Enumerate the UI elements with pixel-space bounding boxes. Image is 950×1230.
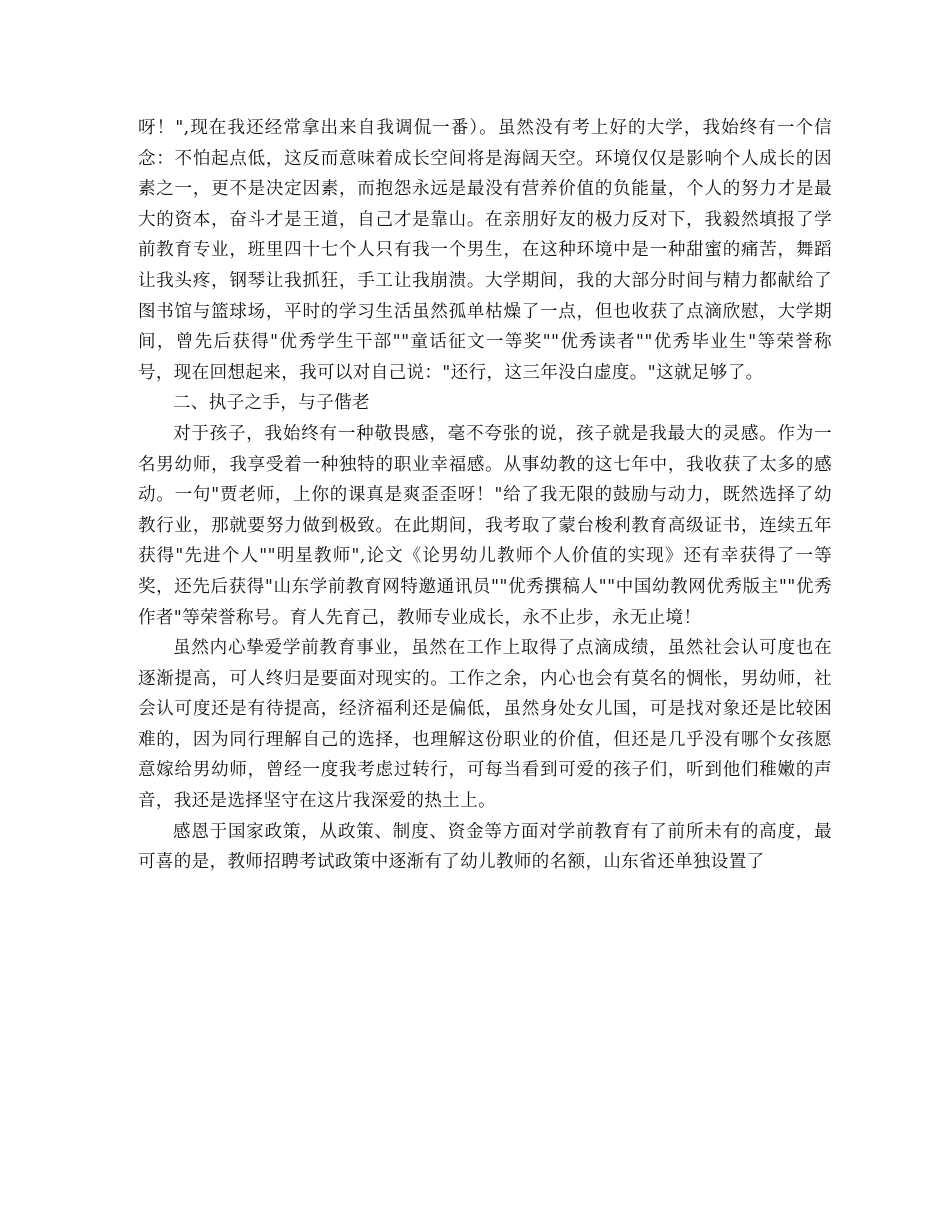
- paragraph-reality: 虽然内心挚爱学前教育事业，虽然在工作上取得了点滴成绩，虽然社会认可度也在逐渐提高，可人终归是要面对现实的。工作之余，内心也会有莫名的惆怅，男幼师，社会认可度还是有待提高，经济福利还是偏低，虽然身处女儿国，可是找对象还是比较困难的，因为同行理解自己的选择，也理解这份职业的价值，但还是几乎没有哪个女孩愿意嫁给男幼师，曾经一度我考虑过转行，可每当看到可爱的孩子们，听到他们稚嫩的声音，我还是选择坚守在这片我深爱的热土上。: [138, 638, 832, 812]
- document-body: [138, 113, 832, 878]
- section-heading: 二、执子之手，与子偕老: [173, 393, 370, 414]
- paragraph-policy: 感恩于国家政策，从政策、制度、资金等方面对学前教育有了前所未有的高度，最可喜的是，教师招聘考试政策中逐渐有了幼儿教师的名额，山东省还单独设置了: [138, 821, 832, 873]
- paragraph-continuation: 呀！",现在我还经常拿出来自我调侃一番）。虽然没有考上好的大学，我始终有一个信念：不怕起点低，这反而意味着成长空间将是海阔天空。环境仅仅是影响个人成长的因素之一，更不是决定因素，而抱怨永远是最没有营养价值的负能量，个人的努力才是最大的资本，奋斗才是王道，自己才是靠山。在亲朋好友的极力反对下，我毅然填报了学前教育专业，班里四十七个人只有我一个男生，在这种环境中是一种甜蜜的痛苦，舞蹈让我头疼，钢琴让我抓狂，手工让我崩溃。大学期间，我的大部分时间与精力都献给了图书馆与篮球场，平时的学习生活虽然孤单枯燥了一点，但也收获了点滴欣慰，大学期间，曾先后获得"优秀学生干部""童话征文一等奖""优秀读者""优秀毕业生"等荣誉称号，现在回想起来，我可以对自己说："还行，这三年没白虚度。"这就足够了。: [138, 118, 832, 383]
- paragraph-children: 对于孩子，我始终有一种敬畏感，毫不夸张的说，孩子就是我最大的灵感。作为一名男幼师，我享受着一种独特的职业幸福感。从事幼教的这七年中，我收获了太多的感动。一句"贾老师，上你的课真是爽歪歪呀！"给了我无限的鼓励与动力，既然选择了幼教行业，那就要努力做到极致。在此期间，我考取了蒙台梭利教育高级证书，连续五年获得"先进个人""明星教师",论文《论男幼儿教师个人价值的实现》还有幸获得了一等奖，还先后获得"山东学前教育网特邀通讯员""优秀撰稿人""中国幼教网优秀版主""优秀作者"等荣誉称号。育人先育己，教师专业成长，永不止步，永无止境！: [138, 423, 832, 628]
